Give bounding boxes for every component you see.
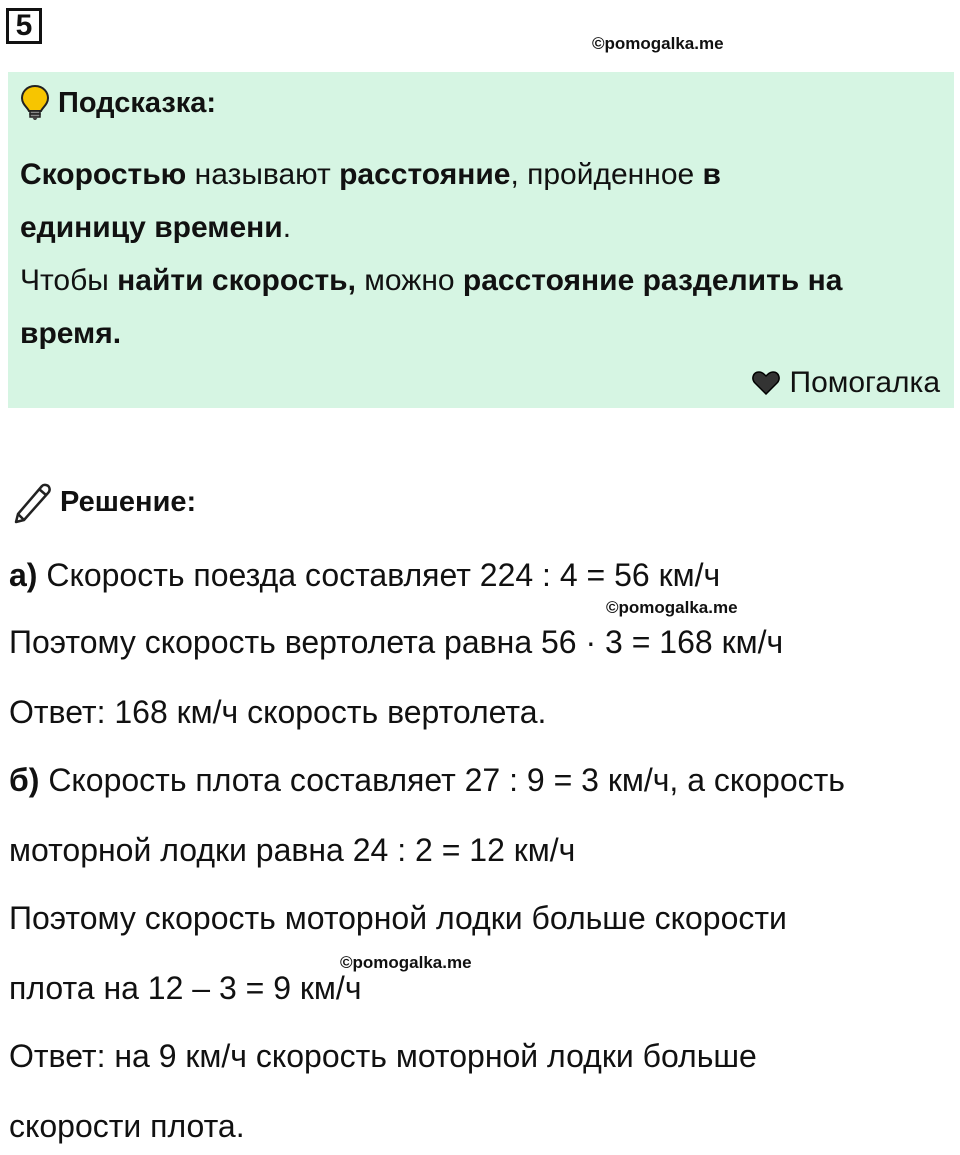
hint-line-4 bbox=[20, 307, 930, 360]
lightbulb-icon bbox=[20, 84, 50, 122]
solution-b-answer-1: Ответ: на 9 км/ч скорость моторной лодки больше bbox=[9, 1038, 757, 1074]
hint-term-divide: расстояние разделить на bbox=[462, 264, 843, 297]
hint-text-span: можно bbox=[355, 264, 463, 297]
hint-term-speed: Скоростью bbox=[20, 158, 187, 191]
watermark-middle: ©pomogalka.me bbox=[606, 598, 738, 617]
solution-title bbox=[10, 480, 196, 524]
solution-b-line-4: плота на 12 – 3 = 9 км/ч bbox=[9, 970, 362, 1006]
hint-text-span: . bbox=[282, 211, 292, 244]
hint-term-distance: расстояние bbox=[339, 158, 511, 191]
hint-term-time: время. bbox=[20, 317, 122, 350]
hint-text-span: Чтобы bbox=[20, 264, 118, 297]
watermark-top: ©pomogalka.me bbox=[592, 34, 724, 53]
hint-term-unit-time: единицу времени bbox=[20, 211, 283, 244]
hint-line-1 bbox=[20, 148, 930, 201]
solution-a-answer: Ответ: 168 км/ч скорость вертолета. bbox=[9, 694, 547, 730]
solution-b-line-1 bbox=[9, 762, 845, 799]
solution-text: Скорость плота составляет 27 : 9 = 3 км/ч, а скорость bbox=[39, 762, 845, 798]
solution-b-line-2: моторной лодки равна 24 : 2 = 12 км/ч bbox=[9, 832, 576, 868]
hint-term-in: в bbox=[702, 158, 721, 191]
hint-line-3 bbox=[20, 254, 930, 307]
solution-b-line-3: Поэтому скорость моторной лодки больше скорости bbox=[9, 900, 787, 936]
solution-a-line-1 bbox=[9, 557, 720, 594]
label-a: а) bbox=[9, 557, 38, 593]
heart-icon bbox=[752, 371, 780, 395]
task-number: 5 bbox=[6, 8, 42, 44]
solution-a-line-2: Поэтому скорость вертолета равна 56 · 3 = 168 км/ч bbox=[9, 624, 784, 660]
pencil-icon bbox=[10, 480, 54, 524]
hint-term-find-speed: найти скорость, bbox=[117, 264, 356, 297]
hint-title-text: Подсказка: bbox=[58, 86, 217, 119]
signature-text: Помогалка bbox=[789, 366, 940, 399]
hint-text-span: , пройденное bbox=[510, 158, 703, 191]
solution-title-text: Решение: bbox=[60, 485, 197, 518]
solution-b-answer-2: скорости плота. bbox=[9, 1108, 245, 1144]
hint-title bbox=[20, 84, 216, 122]
watermark-bottom: ©pomogalka.me bbox=[340, 953, 472, 972]
hint-text-span: называют bbox=[186, 158, 340, 191]
hint-text bbox=[20, 148, 930, 360]
label-b: б) bbox=[9, 762, 40, 798]
solution-text: Скорость поезда составляет 224 : 4 = 56 км/ч bbox=[37, 557, 721, 593]
hint-line-2 bbox=[20, 201, 930, 254]
hint-signature bbox=[752, 366, 941, 400]
